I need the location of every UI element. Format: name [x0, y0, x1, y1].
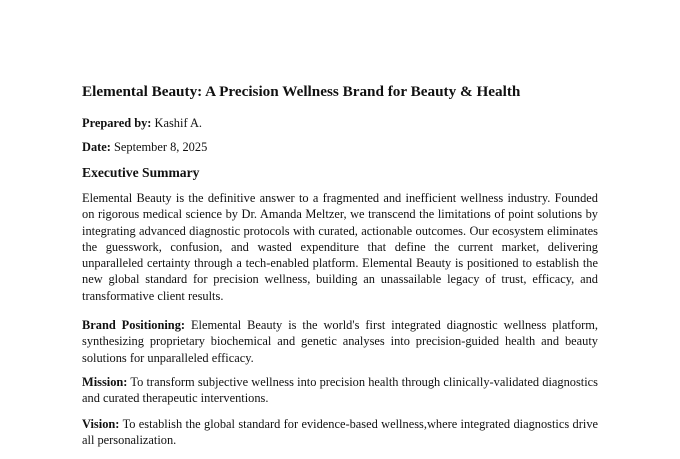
executive-summary-paragraph: Elemental Beauty is the definitive answer to a fragmented and inefficient wellness industry. Founded on rigorous medical science by Dr. Amanda Meltzer, we transcend the limitations of point solutions by integrating advanced diagnostic protocols with curated, actionable outcomes. Our ecosystem eliminates the guesswork, confusion, and wasted expenditure that define the current market, delivering unparalleled certainty through a tech-enabled platform. Elemental Beauty is positioned to establish the new global standard for precision wellness, building an unassailable legacy of trust, efficacy, and transformative client results.: [82, 191, 598, 303]
mission-label: Mission:: [82, 375, 128, 389]
mission-text: To transform subjective wellness into precision health through clinically-validated diagnostics and curated therapeutic interventions.: [82, 375, 598, 406]
brand-positioning-text: Elemental Beauty is the world's first integrated diagnostic wellness platform, synthesizing proprietary biochemical and genetic analyses into precision-guided health and beauty solutions for unparalleled efficacy.: [82, 318, 598, 365]
prepared-by-label: Prepared by:: [82, 116, 152, 130]
date-line: [82, 139, 207, 155]
document-title: Elemental Beauty: A Precision Wellness Brand for Beauty & Health: [82, 83, 521, 100]
prepared-by-line: [82, 115, 202, 131]
section-heading-executive-summary: Executive Summary: [82, 165, 200, 180]
brand-positioning-label: Brand Positioning:: [82, 318, 186, 332]
brand-positioning-paragraph: [82, 317, 598, 366]
vision-text: To establish the global standard for evidence-based wellness,where integrated diagnostics drive all personalization.: [82, 417, 599, 448]
date-value: September 8, 2025: [114, 140, 208, 154]
prepared-by-value: Kashif A.: [154, 116, 203, 130]
vision-paragraph: [82, 416, 598, 449]
mission-paragraph: [82, 374, 598, 407]
vision-label: Vision:: [82, 417, 120, 431]
date-label: Date:: [82, 140, 111, 154]
